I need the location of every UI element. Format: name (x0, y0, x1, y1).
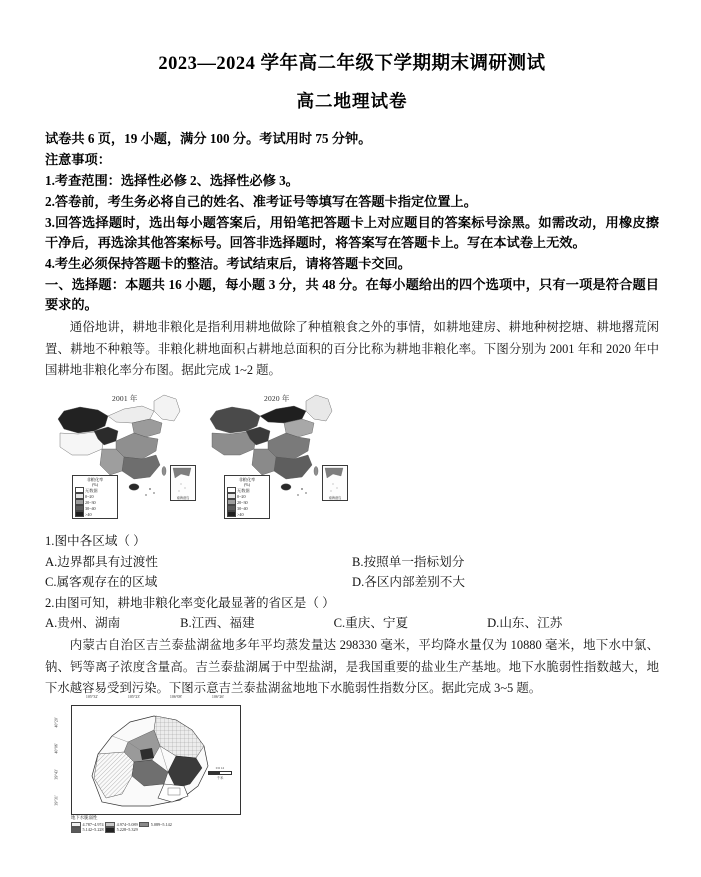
legend-label: 无数据 (237, 487, 250, 493)
jilantai-legend-row-2 (71, 827, 246, 833)
notice-item-2: 2.答卷前，考生务必将自己的姓名、准考证号等填写在答题卡指定位置上。 (45, 193, 477, 209)
legend-item (75, 511, 115, 517)
question-1-option-c[interactable]: C.属客观存在的区域 (45, 575, 158, 590)
jilantai-scale-bar (208, 766, 232, 780)
legend-label-4: 5.142~5.228 (82, 827, 104, 833)
legend-swatch-gt40 (75, 511, 84, 517)
figure-jilantai-groundwater (53, 694, 283, 843)
question-1-option-a[interactable]: A.边界都具有过渡性 (45, 554, 158, 569)
question-1-stem: 1.图中各区域（ ） (45, 534, 146, 549)
legend-label: 20~30 (85, 499, 96, 505)
map-2001-year-label: 2001 年 (112, 394, 138, 404)
question-2-option-a[interactable]: A.贵州、湖南 (45, 615, 121, 630)
question-1-options-row-2 (45, 572, 659, 592)
legend-title-line1: 非粮化率 (238, 476, 256, 482)
jilantai-longitude-axis (71, 694, 239, 699)
section-one-heading: 一、选择题：本题共 16 小题，每小题 3 分，共 48 分。在每小题给出的四个选项中，只有一项是符合题目要求的。 (45, 277, 659, 313)
page-title: 2023—2024 学年高二年级下学期期末调研测试 (158, 54, 546, 74)
passage-2-text: 内蒙古自治区吉兰泰盐湖盆地多年平均蒸发量达 298330 毫米，平均降水量仅为 10880 毫米，地下水中氯、钠、钙等离子浓度含量高。吉兰泰盐湖属于中型盐湖，是我国重要的盐业生产基地。地下水脆弱性指数越大，地下水越容易受到污染。下图示意吉兰泰盐湖盆地地下水脆弱性指数分区。据此完成 3~5 题。 (45, 638, 659, 695)
legend-title-line2: (%) (243, 481, 251, 487)
legend-swatch-3 (139, 822, 149, 828)
legend-item (227, 511, 267, 517)
question-2-option-b[interactable]: B.江西、福建 (180, 615, 255, 630)
notice-item-3: 3.回答选择题时，选出每小题答案后，用铅笔把答题卡上对应题目的答案标号涂黑。如需改动，用橡皮擦干净后，再选涂其他答案标号。回答非选择题时，将答案写在答题卡上。写在本试卷上无效。 (45, 215, 659, 251)
legend-title-line2: (%) (91, 481, 99, 487)
question-2-options-row (45, 613, 659, 633)
question-2-option-c[interactable]: C.重庆、宁夏 (333, 615, 409, 630)
latitude-tick: 39°31' (53, 795, 59, 806)
page-subtitle: 高二地理试卷 (296, 91, 408, 112)
legend-label: 无数据 (85, 487, 98, 493)
legend-swatch-gt40 (227, 511, 236, 517)
question-2-stem: 2.由图可知，耕地非粮化率变化最显著的省区是（ ） (45, 595, 335, 610)
legend-title-line1: 非粮化率 (86, 476, 104, 482)
map-2001-legend (72, 475, 118, 520)
question-1-options-row-1 (45, 552, 659, 572)
legend-label: 30~40 (237, 505, 248, 511)
legend-label-5: 5.228~5.329 (116, 827, 138, 833)
legend-label: >40 (85, 511, 92, 517)
longitude-tick: 105°23' (127, 694, 141, 700)
inset-label: 南海诸岛 (176, 496, 190, 501)
legend-label: 30~40 (85, 505, 96, 511)
legend-label: 20~30 (237, 499, 248, 505)
question-1-option-b[interactable]: B.按照单一指标划分 (352, 554, 465, 569)
longitude-tick: 106°26' (211, 694, 225, 700)
map-2020-year-label: 2020 年 (264, 394, 290, 404)
jilantai-map-frame (71, 705, 241, 815)
legend-label: >40 (237, 511, 244, 517)
legend-swatch-5 (105, 827, 115, 833)
legend-label-2: 4.974~5.089 (116, 821, 138, 827)
notice-item-1: 1.考查范围：选择性必修 2、选择性必修 3。 (45, 172, 299, 188)
figure-china-nonfood-rate (45, 387, 659, 527)
legend-swatch-4 (71, 827, 81, 833)
longitude-tick: 105°32' (85, 694, 99, 700)
scale-unit: 千米 (216, 776, 224, 781)
instructions-block (45, 129, 659, 316)
jilantai-latitude-axis (51, 709, 61, 813)
map-2001 (50, 387, 198, 525)
legend-label-1: 4.787~4.974 (82, 821, 104, 827)
question-1-option-d[interactable]: D.各区内部差别不大 (352, 575, 465, 590)
jilantai-legend (71, 815, 246, 833)
longitude-tick: 106°08' (169, 694, 183, 700)
jilantai-legend-title: 地下水脆弱性 (71, 815, 98, 821)
legend-label: 0~20 (237, 493, 246, 499)
map-2001-inset-south-china-sea (170, 465, 196, 501)
latitude-tick: 39°43' (53, 769, 59, 780)
scale-label: 0 6 12 (215, 766, 225, 771)
map-2020 (202, 387, 350, 525)
passage-1-text: 通俗地讲，耕地非粮化是指利用耕地做除了种植粮食之外的事情，如耕地建房、耕地种树挖塘、耕地撂荒闲置、耕地不种粮等。非粮化耕地面积占耕地总面积的百分比称为耕地非粮化率。下图分别为 2001 年和 2020 年中国耕地非粮化率分布图。据此完成 1~2 题。 (45, 320, 659, 378)
inset-label: 南海诸岛 (328, 496, 342, 501)
exam-info-line: 试卷共 6 页，19 小题，满分 100 分。考试用时 75 分钟。 (45, 130, 372, 146)
question-2-option-d[interactable]: D.山东、江苏 (487, 615, 563, 630)
map-2020-inset-south-china-sea (322, 465, 348, 501)
legend-label-3: 5.089~5.142 (150, 821, 172, 827)
notice-item-4: 4.考生必须保持答题卡的整洁。考试结束后，请将答题卡交回。 (45, 256, 411, 272)
legend-label: 0~20 (85, 493, 94, 499)
notice-heading: 注意事项： (45, 151, 111, 167)
latitude-tick: 40°20' (53, 717, 59, 728)
map-2020-legend (224, 475, 270, 520)
jilantai-vulnerability-zones (72, 706, 240, 814)
latitude-tick: 40°06' (53, 743, 59, 754)
